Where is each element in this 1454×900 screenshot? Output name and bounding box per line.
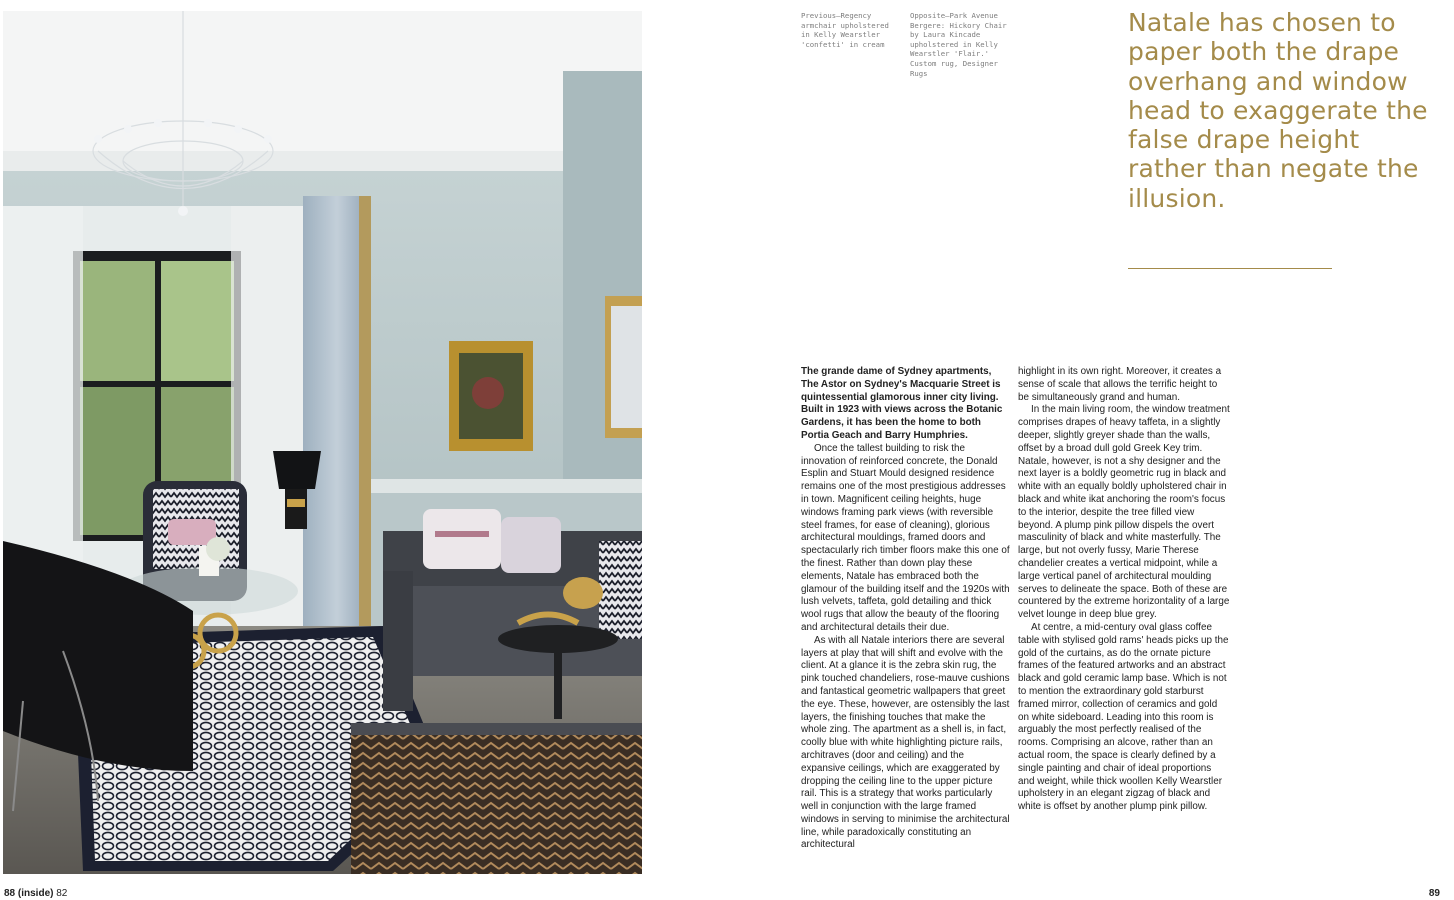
pull-quote: Natale has chosen to paper both the drape overhang and window head to exaggerate the false drape height rather than negate the illusion. [1128,8,1428,213]
right-page-number: 89 [1428,888,1440,899]
publication-name: (inside) [17,888,54,899]
pull-quote-rule [1128,268,1332,269]
left-page-number: 88 [4,888,16,899]
caption-opposite: Opposite—Park Avenue Bergere: Hickory Chair by Laura Kincade upholstered in Kelly Wearstler 'Flair.' Custom rug, Designer Rugs [910,11,1007,78]
article-column-1 [801,366,1010,852]
article-lead: The grande dame of Sydney apartments, The Astor on Sydney's Macquarie Street is quintessential glamorous inner city living. Built in 1923 with views across the Botanic Gardens, it has been the home to both Portia Geach and Barry Humphries. [801,366,1003,441]
article-paragraph: At centre, a mid-century oval glass coffee table with stylised gold rams' heads picks up the gold of the curtains, as do the ornate picture frames of the featured artworks and an abstract black and gold ceramic lamp base. Which is not to mention the extraordinary gold starburst framed mirror, collection of ceramics and gold on white sideboard. Leading into this room is arguably the most perfectly realised of the rooms. Comprising an alcove, rather than an actual room, the space is clearly defined by a single painting and chair of ideal proportions and weight, while thick woollen Kelly Wearstler upholstery in an elegant zigzag of black and white is offset by another plump pink pillow. [1018,621,1229,813]
article-paragraph: Once the tallest building to risk the innovation of reinforced concrete, the Donald Esplin and Stuart Mould designed residence remains one of the most prestigious addresses in town. Magnificent ceiling heights, huge windows framing park views (with reversible steel frames, for ease of cleaning), glorious architectural mouldings, framed doors and spectacularly rich timber floors make this one of the finest. Rather than down play these elements, Natale has embraced both the glamour of the building itself and the 1920s with lush velvets, taffeta, gold detailing and thick wool rugs that allow the beauty of the flooring and architectural details their due. [801,442,1010,633]
living-room-illustration [3,11,642,874]
folio-left [4,888,67,899]
issue-number: 82 [56,888,68,899]
article-paragraph: highlight in its own right. Moreover, it creates a sense of scale that allows the terrific height to be simultaneously grand and human. [1018,366,1222,403]
article-paragraph: As with all Natale interiors there are several layers at play that will shift and evolve with the client. At a glance it is the zebra skin rug, the pink touched chandeliers, rose-mauve cushions and fantastical geometric wallpapers that greet the eye. These, however, are ostensibly the last layers, the finishing touches that make the whole zing. The apartment as a shell is, in fact, coolly blue with white highlighting picture rails, architraves (door and ceiling) and the expansive ceilings, which are exaggerated by dropping the ceiling line to the upper picture rail. This is a strategy that works particularly well in conjunction with the large framed windows in serving to minimise the architectural line, while paradoxically constituting an architectural [801,634,1010,851]
caption-previous: Previous—Regency armchair upholstered in Kelly Wearstler 'confetti' in cream [801,11,889,49]
interior-photo [3,11,642,874]
article-column-2 [1018,366,1230,814]
article-paragraph: In the main living room, the window treatment comprises drapes of heavy taffeta, in a slightly deeper, slightly greyer shade than the walls, offset by a broad dull gold Greek Key trim. Natale, however, is not a shy designer and the next layer is a boldly geometric rug in black and white with an equally boldly upholstered chair in black and white ikat anchoring the room's focus to the interior, despite the tree filled view beyond. A plump pink pillow dispels the overt masculinity of black and white masterfully. The large, but not overly fussy, Marie Therese chandelier creates a vertical midpoint, while a large vertical panel of architectural moulding serves to delineate the space. Both of these are countered by the extreme horizontality of a large velvet lounge in deep blue grey. [1018,404,1230,621]
